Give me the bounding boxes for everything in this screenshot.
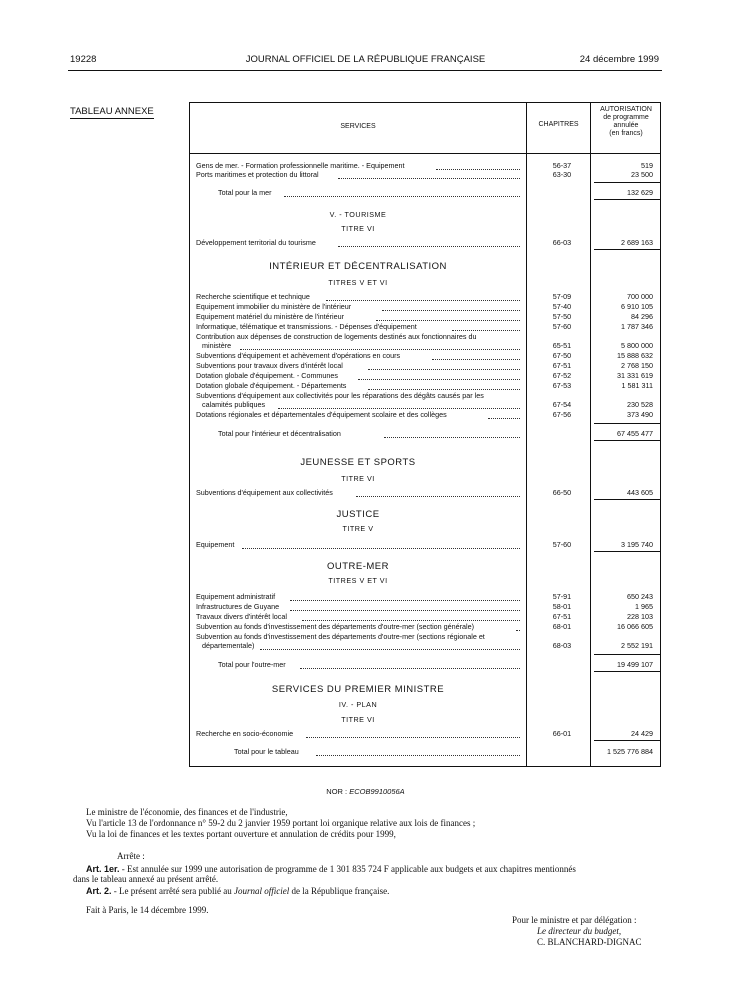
column-header-chapitres: CHAPITRES [538,121,579,128]
column-header-services: SERVICES [340,123,376,130]
titre-heading: TITRES V ET VI [328,278,388,287]
table-row: Equipement 57-60 3 195 740 [196,540,653,549]
table-row: Informatique, télématique et transmissions. - Dépenses d'équipement 57-60 1 787 346 [196,322,653,331]
table-row: Gens de mer. - Formation professionnelle maritime. - Equipement 56-37 519 [196,161,653,170]
annex-label: TABLEAU ANNEXE [70,106,154,117]
table-row-continuation: ministère 65-51 5 800 000 [202,341,653,350]
body-paragraph: Le ministre de l'économie, des finances et de l'industrie, [86,807,288,817]
header-rule [68,70,662,71]
ministry-heading: JUSTICE [336,509,380,520]
table-row: Subvention au fonds d'investissement des départements d'outre-mer (section générale) 68-01 16 066 605 [196,622,653,631]
section-heading: V. - TOURISME [329,210,387,219]
total-row: Total pour l'intérieur et décentralisation 67 455 477 [218,429,653,438]
table-row: Infrastructures de Guyane 58-01 1 965 [196,602,653,611]
signature-line: Pour le ministre et par délégation : [512,915,637,925]
section-heading: IV. - PLAN [338,700,378,709]
ministry-heading: INTÉRIEUR ET DÉCENTRALISATION [269,261,447,272]
table-row: Travaux divers d'intérêt local 67-51 228 103 [196,612,653,621]
table-row: Dotation globale d'équipement. - Départements 67-53 1 581 311 [196,381,653,390]
table-row: Equipement matériel du ministère de l'intérieur 57-50 84 296 [196,312,653,321]
table-row: Subventions d'équipement et achèvement d'opérations en cours 67-50 15 888 632 [196,351,653,360]
titre-heading: TITRES V ET VI [328,576,388,585]
article-2: Art. 2. - Le présent arrêté sera publié au Journal officiel de la République française. [86,886,390,896]
table-row: Subventions pour travaux divers d'intérêt local 67-51 2 768 150 [196,361,653,370]
table-row: Subvention au fonds d'investissement des départements d'outre-mer (sections régionale et [196,632,485,641]
grand-total-row: Total pour le tableau 1 525 776 884 [234,747,653,756]
table-row-continuation: départementale) 68-03 2 552 191 [202,641,653,650]
titre-heading: TITRE VI [341,224,375,233]
total-row: Total pour l'outre-mer 19 499 107 [218,660,653,669]
table-row: Subventions d'équipement aux collectivités pour les réparations des dégâts causés par les [196,391,484,400]
signatory-title: Le directeur du budget, [537,926,622,936]
arrete-heading: Arrête : [117,851,145,861]
table-row: Recherche en socio-économie 66-01 24 429 [196,729,653,738]
page-number: 19228 [70,54,97,65]
ministry-heading: OUTRE-MER [326,561,390,572]
header-divider [190,153,660,154]
table-row: Développement territorial du tourisme 66-03 2 689 163 [196,238,653,247]
table-row: Contribution aux dépenses de construction de logements destinés aux fonctionnaires du [196,332,477,341]
table-row: Ports maritimes et protection du littoral 63-30 23 500 [196,170,653,179]
annex-table [189,102,661,767]
body-paragraph: Vu la loi de finances et les textes portant ouverture et annulation de crédits pour 1999, [86,829,396,839]
column-header-authorisation: AUTORISATION de programme annulée (en francs) [600,106,652,137]
table-row: Dotations régionales et départementales d'équipement scolaire et des collèges 67-56 373 490 [196,410,653,419]
ministry-heading: JEUNESSE ET SPORTS [300,457,416,468]
signing-date: Fait à Paris, le 14 décembre 1999. [86,905,209,915]
table-row: Recherche scientifique et technique 57-09 700 000 [196,292,653,301]
table-row: Equipement immobilier du ministère de l'intérieur 57-40 6 910 105 [196,302,653,311]
titre-heading: TITRE V [342,524,374,533]
body-paragraph: Vu l'article 13 de l'ordonnance n° 59-2 du 2 janvier 1959 portant loi organique relative aux lois de finances ; [86,818,476,828]
table-row: Subventions d'équipement aux collectivités 66-50 443 605 [196,488,653,497]
signatory-name: C. BLANCHARD-DIGNAC [537,937,642,947]
article-1: Art. 1er. - Est annulée sur 1999 une autorisation de programme de 1 301 835 724 F applicable aux budgets et aux chapitres mentionnés [86,864,576,874]
nor-reference: NOR : ECOB9910056A [326,787,405,796]
table-row: Dotation globale d'équipement. - Communes 67-52 31 331 619 [196,371,653,380]
ministry-heading: SERVICES DU PREMIER MINISTRE [271,684,445,695]
total-row: Total pour la mer 132 629 [218,188,653,197]
issue-date: 24 décembre 1999 [579,54,659,65]
titre-heading: TITRE VI [341,474,375,483]
journal-title: JOURNAL OFFICIEL DE LA RÉPUBLIQUE FRANÇAISE [245,54,486,65]
table-row: Equipement administratif 57-91 650 243 [196,592,653,601]
article-1-continued: dans le tableau annexé au présent arrêté. [73,874,219,884]
titre-heading: TITRE VI [341,715,375,724]
nor-code: ECOB9910056A [349,787,405,796]
table-row-continuation: calamités publiques 67-54 230 528 [202,400,653,409]
